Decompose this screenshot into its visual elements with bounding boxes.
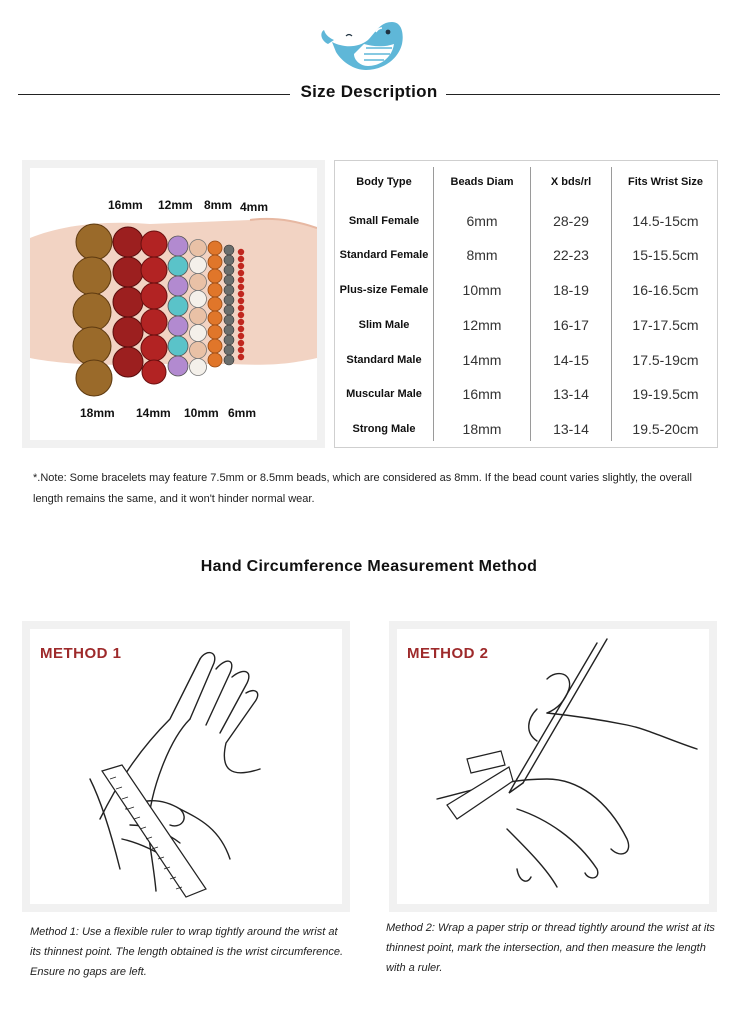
table-row [335,204,717,238]
whale-icon [318,14,406,74]
method1-caption: Method 1: Use a flexible ruler to wrap tightly around the wrist at its thinnest point. The length obtained is the wrist circumference. Ensure no gaps are left. [30,926,344,978]
measurement-title: Hand Circumference Measurement Method [200,558,538,575]
bracelet-photo [30,168,317,440]
bead-label-6mm: 6mm [228,406,257,420]
cell-body-type: Plus-size Female [339,284,429,296]
cell-beads-count: 22-23 [553,247,589,263]
cell-wrist-size: 19-19.5cm [632,386,699,402]
page-title: Size Description [0,82,738,102]
cell-body-type: Muscular Male [346,388,422,400]
header-beads-count: X bds/rl [550,176,592,188]
size-note: *.Note: Some bracelets may feature 7.5mm or 8.5mm beads, which are considered as 8mm. If the bead count varies slightly, the overall length remains the same, and it won't hinder normal wear. [33,472,692,505]
table-row [335,412,717,446]
bead-label-16mm: 16mm [108,198,143,212]
table-row [335,238,717,272]
bead-label-10mm: 10mm [184,406,219,420]
method2-illustration [397,629,709,904]
method1-label: METHOD 1 [40,645,122,662]
method2-label: METHOD 2 [407,645,489,662]
cell-beads-diam: 6mm [466,213,498,229]
bead-label-14mm: 14mm [136,406,171,420]
cell-body-type: Slim Male [358,319,410,331]
method1-illustration [30,629,342,904]
table-header-row [335,165,717,199]
cell-body-type: Small Female [348,215,420,227]
header-beads-diam: Beads Diam [450,176,514,188]
cell-beads-diam: 12mm [462,317,502,333]
cell-beads-count: 18-19 [553,282,589,298]
table-row [335,308,717,342]
cell-beads-diam: 18mm [462,421,502,437]
cell-wrist-size: 17-17.5cm [632,317,699,333]
bead-label-4mm: 4mm [240,200,269,214]
cell-beads-count: 16-17 [553,317,589,333]
bead-label-18mm: 18mm [80,406,115,420]
table-row [335,273,717,307]
bead-label-8mm: 8mm [204,198,233,212]
cell-wrist-size: 19.5-20cm [632,421,699,437]
header-wrist-size: Fits Wrist Size [628,176,703,188]
cell-beads-diam: 14mm [462,352,502,368]
cell-beads-diam: 16mm [462,386,502,402]
cell-beads-count: 28-29 [553,213,589,229]
cell-body-type: Standard Female [339,249,429,261]
cell-beads-count: 14-15 [553,352,589,368]
method1-panel [30,629,342,904]
table-row [335,343,717,377]
cell-body-type: Standard Male [346,354,422,366]
cell-wrist-size: 17.5-19cm [632,352,699,368]
cell-beads-diam: 10mm [462,282,502,298]
table-row [335,377,717,411]
cell-beads-diam: 8mm [466,247,498,263]
cell-body-type: Strong Male [352,423,416,435]
cell-wrist-size: 16-16.5cm [632,282,699,298]
cell-wrist-size: 14.5-15cm [632,213,699,229]
method2-panel [397,629,709,904]
cell-beads-count: 13-14 [553,421,589,437]
size-table [334,160,718,448]
bead-label-12mm: 12mm [158,198,193,212]
cell-beads-count: 13-14 [553,386,589,402]
method2-caption: Method 2: Wrap a paper strip or thread tightly around the wrist at its thinnest point, mark the intersection, and then measure the length with a ruler. [386,922,715,974]
cell-wrist-size: 15-15.5cm [632,247,699,263]
header-body-type: Body Type [356,176,412,188]
